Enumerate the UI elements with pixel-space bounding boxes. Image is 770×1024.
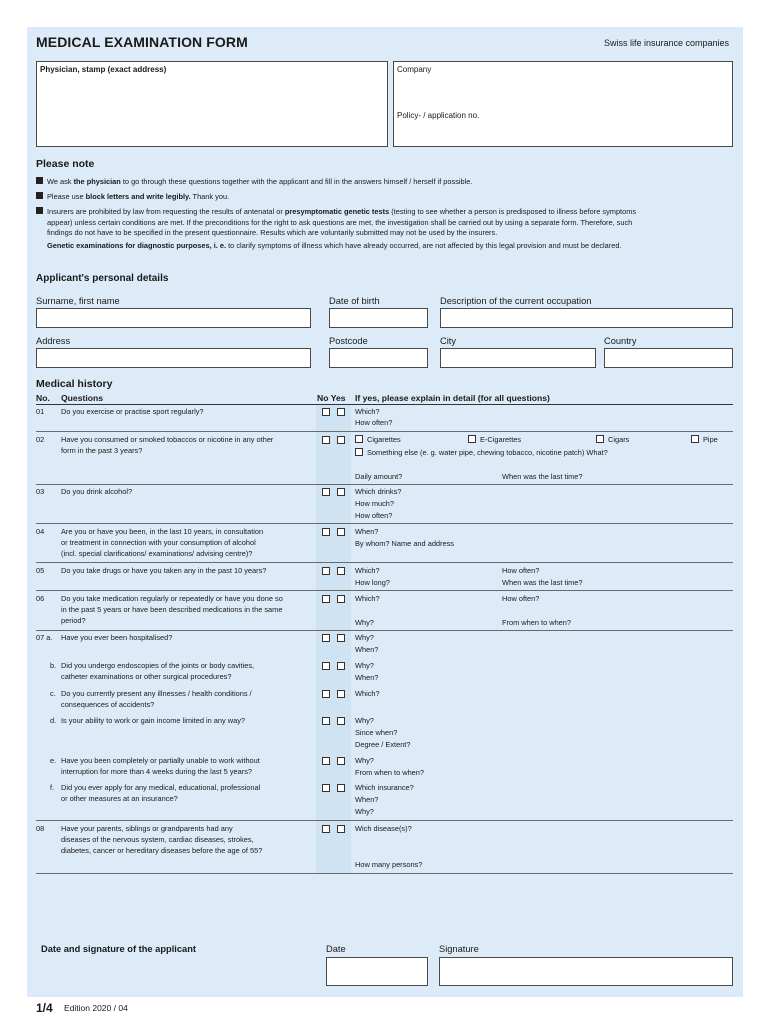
note-item-3: Insurers are prohibited by law from requesting the results of antenatal or presymptomatic genetic tests (testing to see whether a person is predisposed to illness before symptoms appear) unless certain conditions are met. If the preconditions for the right to ask questions are met, the investigation shall be carried out by using a separate form. Therefore, such findings do not have to be specified in the present questionnaire. Results which are voluntarily submitted may not be used by the insurers. Genetic examinations for diagnostic purposes, i. e. to clarify symptoms of illness which have already occurred, are not affected by this legal provision and must be declared.	[36, 207, 736, 251]
please-note-heading: Please note	[36, 158, 95, 170]
col-explain-header: If yes, please explain in detail (for all questions)	[355, 393, 550, 403]
row-divider	[36, 590, 733, 591]
no-checkbox[interactable]	[322, 690, 330, 698]
no-checkbox[interactable]	[322, 436, 330, 444]
row-divider	[36, 630, 733, 631]
occupation-field[interactable]	[440, 308, 733, 328]
country-field[interactable]	[604, 348, 733, 368]
signature-label: Signature	[439, 944, 479, 954]
surname-field[interactable]	[36, 308, 311, 328]
postcode-field[interactable]	[329, 348, 428, 368]
checkbox[interactable]	[468, 435, 476, 443]
no-checkbox[interactable]	[322, 528, 330, 536]
no-checkbox[interactable]	[322, 634, 330, 642]
col-questions-header: Questions	[61, 393, 104, 403]
no-checkbox[interactable]	[322, 595, 330, 603]
col-no-header: No.	[36, 393, 50, 403]
checkbox[interactable]	[355, 435, 363, 443]
medical-history-heading: Medical history	[36, 378, 113, 390]
postcode-label: Postcode	[329, 336, 368, 346]
applicant-heading: Applicant's personal details	[36, 273, 169, 284]
no-checkbox[interactable]	[322, 784, 330, 792]
yes-checkbox[interactable]	[337, 436, 345, 444]
date-field[interactable]	[326, 957, 428, 986]
col-noyes-header: No Yes	[317, 393, 346, 403]
row-divider	[36, 523, 733, 524]
yes-checkbox[interactable]	[337, 595, 345, 603]
table-header-rule	[36, 404, 733, 405]
address-field[interactable]	[36, 348, 311, 368]
physician-stamp-label: Physician, stamp (exact address)	[40, 65, 167, 74]
option-pipe[interactable]: Pipe	[691, 435, 718, 446]
row-divider	[36, 562, 733, 563]
yes-checkbox[interactable]	[337, 528, 345, 536]
company-label: Company	[397, 65, 432, 74]
no-checkbox[interactable]	[322, 757, 330, 765]
no-checkbox[interactable]	[322, 662, 330, 670]
no-checkbox[interactable]	[322, 488, 330, 496]
dob-label: Date of birth	[329, 296, 380, 306]
yes-checkbox[interactable]	[337, 757, 345, 765]
note-item-2: Please use block letters and write legibly. Thank you.	[36, 192, 736, 203]
city-field[interactable]	[440, 348, 596, 368]
signature-heading: Date and signature of the applicant	[41, 944, 196, 954]
policy-label: Policy- / application no.	[397, 111, 480, 120]
yes-checkbox[interactable]	[337, 784, 345, 792]
signature-field[interactable]	[439, 957, 733, 986]
note-item-1: We ask the physician to go through these questions together with the applicant and fill in the answers himself / herself if possible.	[36, 177, 736, 188]
row-divider	[36, 873, 733, 874]
yes-checkbox[interactable]	[337, 408, 345, 416]
dob-field[interactable]	[329, 308, 428, 328]
date-label: Date	[326, 944, 346, 954]
yes-checkbox[interactable]	[337, 488, 345, 496]
no-checkbox[interactable]	[322, 717, 330, 725]
checkbox[interactable]	[691, 435, 699, 443]
company-note: Swiss life insurance companies	[604, 38, 730, 48]
option-something-else[interactable]: Something else (e. g. water pipe, chewing tobacco, nicotine patch) What?	[355, 448, 608, 459]
physician-stamp-box[interactable]	[36, 61, 388, 147]
yes-checkbox[interactable]	[337, 825, 345, 833]
no-checkbox[interactable]	[322, 408, 330, 416]
yes-checkbox[interactable]	[337, 690, 345, 698]
bullet-square-icon	[36, 192, 43, 199]
row-divider	[36, 820, 733, 821]
no-checkbox[interactable]	[322, 825, 330, 833]
option-cigars[interactable]: Cigars	[596, 435, 629, 446]
row-divider	[36, 484, 733, 485]
edition-label: Edition 2020 / 04	[64, 1003, 128, 1013]
form-title: MEDICAL EXAMINATION FORM	[36, 34, 248, 50]
occupation-label: Description of the current occupation	[440, 296, 592, 306]
address-label: Address	[36, 336, 71, 346]
yes-checkbox[interactable]	[337, 662, 345, 670]
yes-checkbox[interactable]	[337, 567, 345, 575]
yes-checkbox[interactable]	[337, 634, 345, 642]
option-e-cigarettes[interactable]: E-Cigarettes	[468, 435, 521, 446]
row-divider	[36, 431, 733, 432]
surname-label: Surname, first name	[36, 296, 120, 306]
no-checkbox[interactable]	[322, 567, 330, 575]
yes-checkbox[interactable]	[337, 717, 345, 725]
option-cigarettes[interactable]: Cigarettes	[355, 435, 401, 446]
bullet-square-icon	[36, 177, 43, 184]
bullet-square-icon	[36, 207, 43, 214]
page-number: 1/4	[36, 1001, 53, 1015]
checkbox[interactable]	[596, 435, 604, 443]
company-policy-box[interactable]	[393, 61, 733, 147]
checkbox[interactable]	[355, 448, 363, 456]
city-label: City	[440, 336, 457, 346]
country-label: Country	[604, 336, 637, 346]
